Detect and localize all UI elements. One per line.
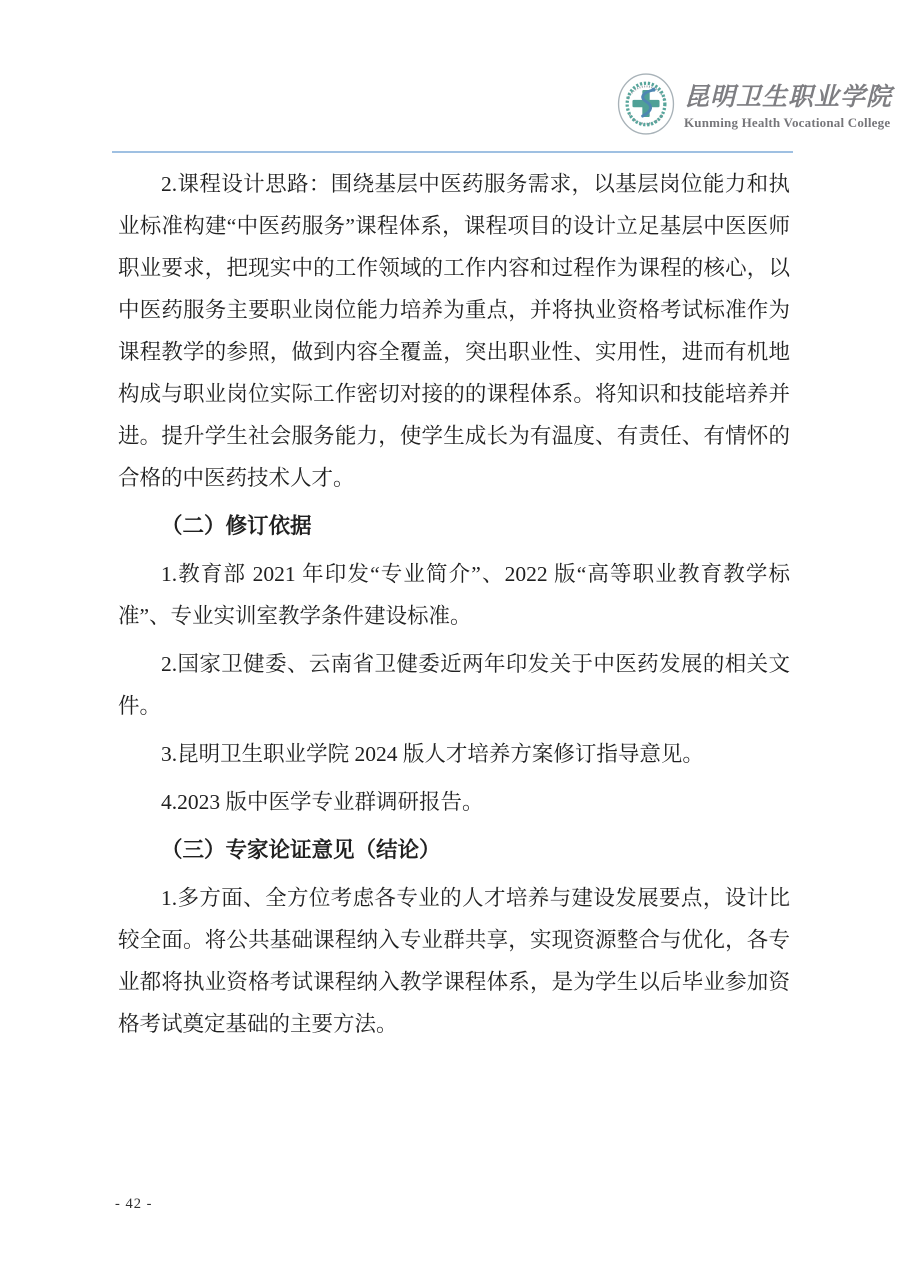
revision-basis-item-3: 3.昆明卫生职业学院 2024 版人才培养方案修订指导意见。	[161, 742, 704, 766]
paragraph-course-design: 2.课程设计思路：围绕基层中医药服务需求，以基层岗位能力和执业标准构建“中医药服务”课程体系，课程项目的设计立足基层中医医师职业要求，把现实中的工作领域的工作内容和过程作为课程的核心，以中医药服务主要职业岗位能力培养为重点，并将执业资格考试标准作为课程教学的参照，做到内容全覆盖，突出职业性、实用性，进而有机地构成与职业岗位实际工作密切对接的的课程体系。将知识和技能培养并进。提升学生社会服务能力，使学生成长为有温度、有责任、有情怀的合格的中医药技术人才。	[118, 172, 790, 490]
header-divider-line	[112, 151, 793, 153]
revision-basis-item-4: 4.2023 版中医学专业群调研报告。	[161, 790, 484, 814]
page-header	[0, 0, 905, 160]
college-seal-logo	[617, 72, 675, 136]
heading-revision-basis: （二）修订依据	[161, 514, 312, 538]
college-name-chinese: 昆明卫生职业学院	[684, 84, 893, 111]
page-number: - 42 -	[115, 1196, 153, 1212]
document-body	[118, 163, 790, 1045]
expert-opinion-item-1: 1.多方面、全方位考虑各专业的人才培养与建设发展要点，设计比较全面。将公共基础课程纳入专业群共享，实现资源整合与优化，各专业都将执业资格考试课程纳入教学课程体系，是为学生以后毕业参加资格考试奠定基础的主要方法。	[118, 886, 790, 1036]
college-seal-icon	[617, 72, 675, 136]
heading-expert-opinion: （三）专家论证意见（结论）	[161, 838, 441, 862]
revision-basis-item-1: 1.教育部 2021 年印发“专业简介”、2022 版“高等职业教育教学标准”、专业实训室教学条件建设标准。	[118, 562, 790, 628]
college-name-block	[684, 82, 894, 130]
revision-basis-item-2: 2.国家卫健委、云南省卫健委近两年印发关于中医药发展的相关文件。	[118, 652, 790, 718]
college-name-english: Kunming Health Vocational College	[684, 115, 891, 130]
